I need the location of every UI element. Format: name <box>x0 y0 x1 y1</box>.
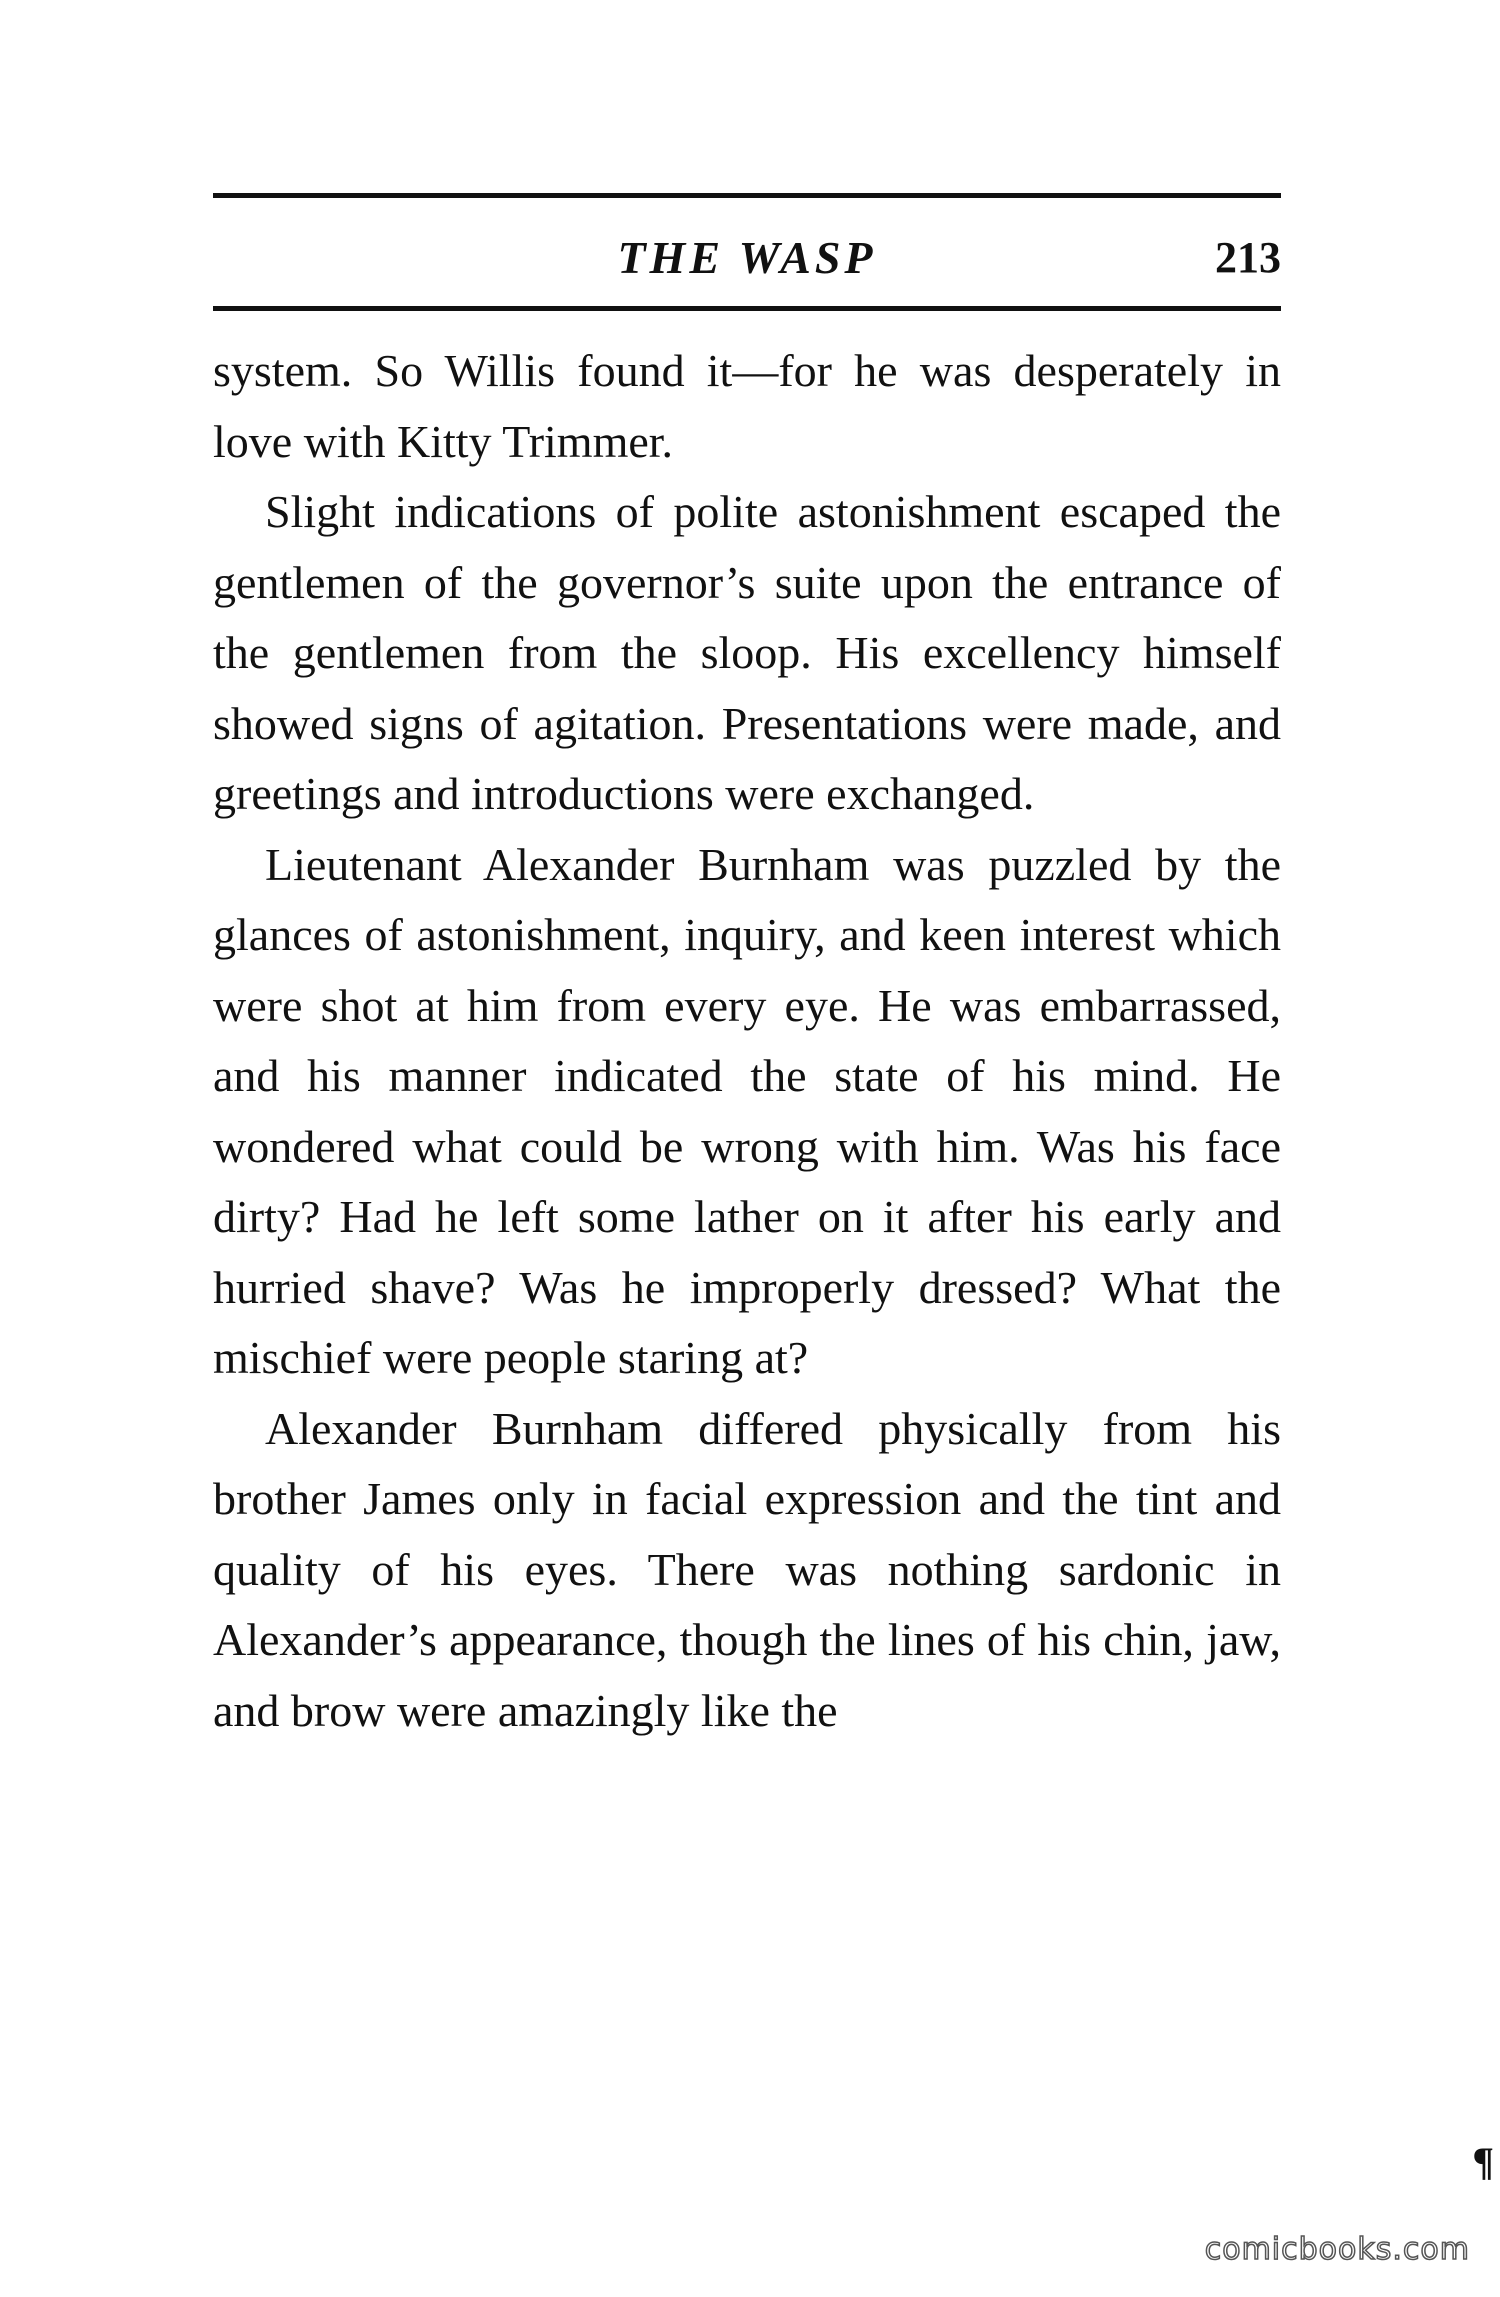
paragraph: Slight indications of polite astonishment escaped the gentlemen of the governor’s suite upon the entrance of the gentlemen from the sloop. His excellency himself showed signs of agitation. Presentations were made, and greetings and introductions were exchanged. <box>213 486 1281 819</box>
running-title: THE WASP <box>617 232 877 283</box>
body-text <box>213 336 1281 1746</box>
paragraph: Lieutenant Alexander Burnham was puzzled by the glances of astonishment, inquiry, and keen interest which were shot at him from every eye. He was embarrassed, and his manner indicated the state of his mind. He wondered what could be wrong with him. Was his face dirty? Had he left some lather on it after his early and hurried shave? Was he improperly dressed? What the mischief were people staring at? <box>213 838 1281 1383</box>
running-head <box>213 228 1281 288</box>
header-rule-top <box>213 193 1281 198</box>
paragraph: Alexander Burnham differed physically from his brother James only in facial expression and the tint and quality of his eyes. There was nothing sardonic in Alexander’s appearance, though the lines of his chin, jaw, and brow were amazingly like the <box>213 1402 1281 1736</box>
page-number: 213 <box>1215 233 1281 282</box>
watermark: comicbooks.com <box>1204 2232 1470 2267</box>
paragraph-continued: system. So Willis found it—for he was desperately in love with Kitty Trimmer. <box>213 345 1281 467</box>
corner-mark: ¶ <box>1472 2139 1494 2184</box>
header-rule-bottom <box>213 306 1281 311</box>
